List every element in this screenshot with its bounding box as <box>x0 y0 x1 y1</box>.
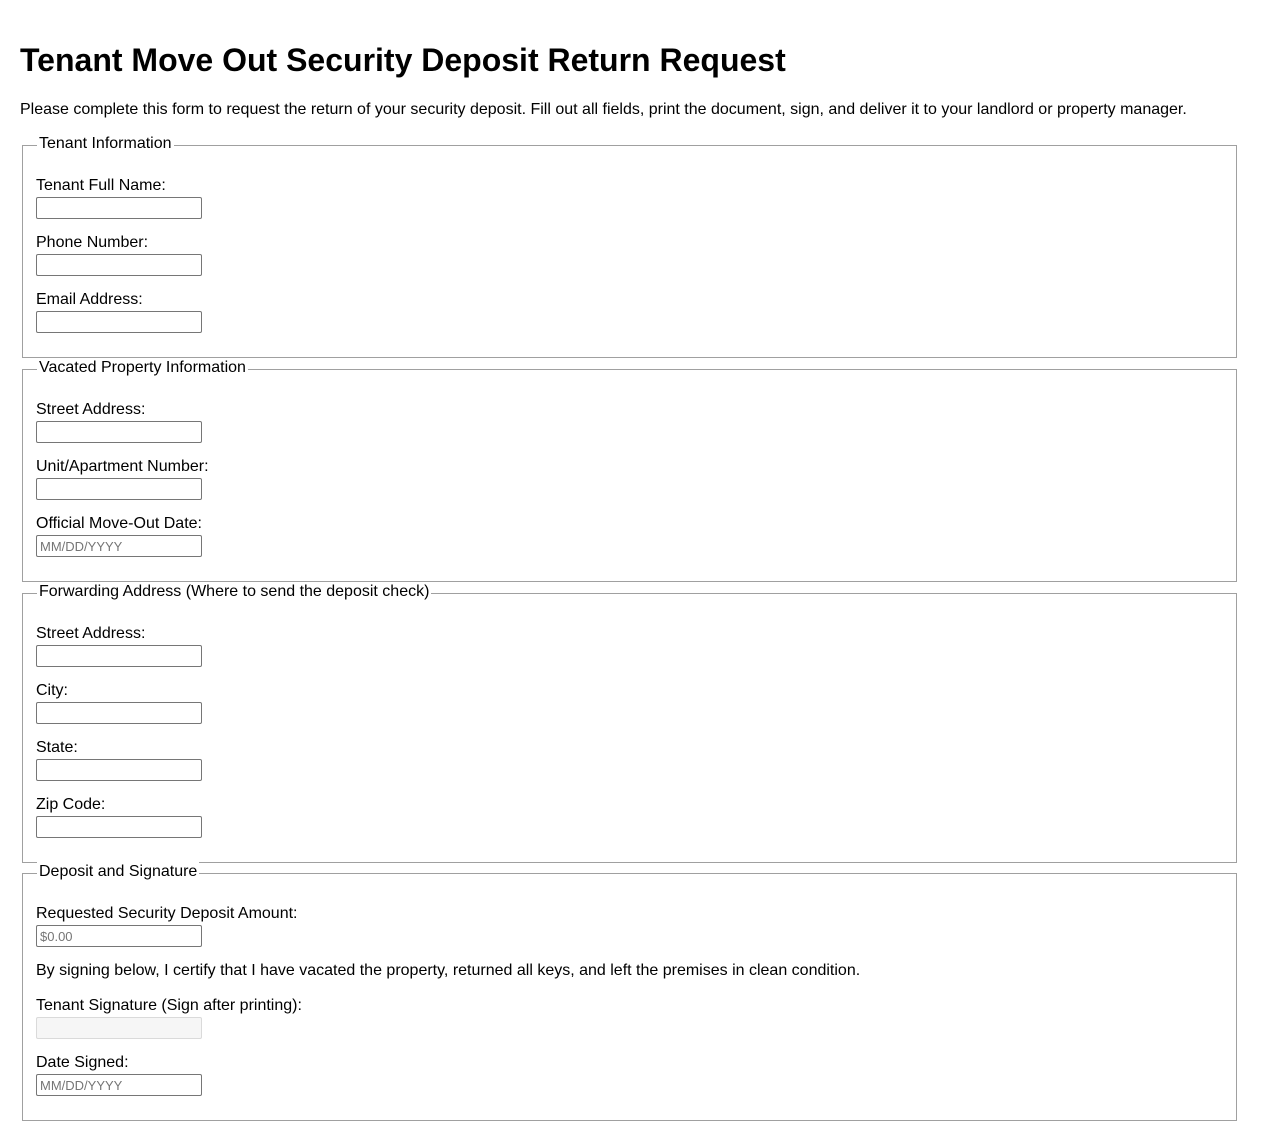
deposit-amount-group <box>36 905 297 947</box>
date-signed-label: Date Signed: <box>36 1054 129 1071</box>
deposit-amount-label: Requested Security Deposit Amount: <box>36 905 298 922</box>
vacated-property-legend: Vacated Property Information <box>39 359 246 376</box>
state-label: State: <box>36 739 78 756</box>
city-group <box>36 682 202 724</box>
move-out-date-label: Official Move-Out Date: <box>36 515 202 532</box>
date-signed-group <box>36 1054 202 1096</box>
tenant-information-legend: Tenant Information <box>39 135 172 152</box>
tenant-signature-group <box>36 997 302 1039</box>
phone-number-input[interactable] <box>36 254 202 276</box>
email-address-input[interactable] <box>36 311 202 333</box>
tenant-information-section <box>22 135 1237 358</box>
phone-number-group <box>36 234 202 276</box>
phone-number-label: Phone Number: <box>36 234 149 251</box>
move-out-date-group <box>36 515 202 557</box>
certification-text: By signing below, I certify that I have vacated the property, returned all keys, and left the premises in clean condition. <box>36 962 861 979</box>
deposit-amount-input[interactable] <box>36 925 202 947</box>
email-address-label: Email Address: <box>36 291 143 308</box>
property-street-label: Street Address: <box>36 401 146 418</box>
city-label: City: <box>36 682 68 699</box>
state-input[interactable] <box>36 759 202 781</box>
email-address-group <box>36 291 202 333</box>
zip-code-label: Zip Code: <box>36 796 106 813</box>
forwarding-address-legend: Forwarding Address (Where to send the deposit check) <box>39 583 430 600</box>
date-signed-input[interactable] <box>36 1074 202 1096</box>
tenant-signature-label: Tenant Signature (Sign after printing): <box>36 997 302 1014</box>
tenant-full-name-input[interactable] <box>36 197 202 219</box>
city-input[interactable] <box>36 702 202 724</box>
forwarding-street-label: Street Address: <box>36 625 146 642</box>
intro-text: Please complete this form to request the return of your security deposit. Fill out all fields, print the document, sign, and deliver it to your landlord or property manager. <box>20 101 1187 118</box>
move-out-date-input[interactable] <box>36 535 202 557</box>
unit-number-input[interactable] <box>36 478 202 500</box>
tenant-full-name-label: Tenant Full Name: <box>36 177 166 194</box>
property-street-input[interactable] <box>36 421 202 443</box>
deposit-signature-section <box>22 863 1237 1121</box>
state-group <box>36 739 202 781</box>
forwarding-street-input[interactable] <box>36 645 202 667</box>
zip-code-group <box>36 796 202 838</box>
vacated-property-section <box>22 359 1237 582</box>
property-street-group <box>36 401 202 443</box>
unit-number-group <box>36 458 209 500</box>
page-title: Tenant Move Out Security Deposit Return Request <box>20 42 786 78</box>
zip-code-input[interactable] <box>36 816 202 838</box>
forwarding-address-section <box>22 583 1237 863</box>
forwarding-street-group <box>36 625 202 667</box>
unit-number-label: Unit/Apartment Number: <box>36 458 209 475</box>
deposit-signature-legend: Deposit and Signature <box>39 863 198 880</box>
tenant-full-name-group <box>36 177 202 219</box>
tenant-signature-field <box>36 1017 202 1039</box>
